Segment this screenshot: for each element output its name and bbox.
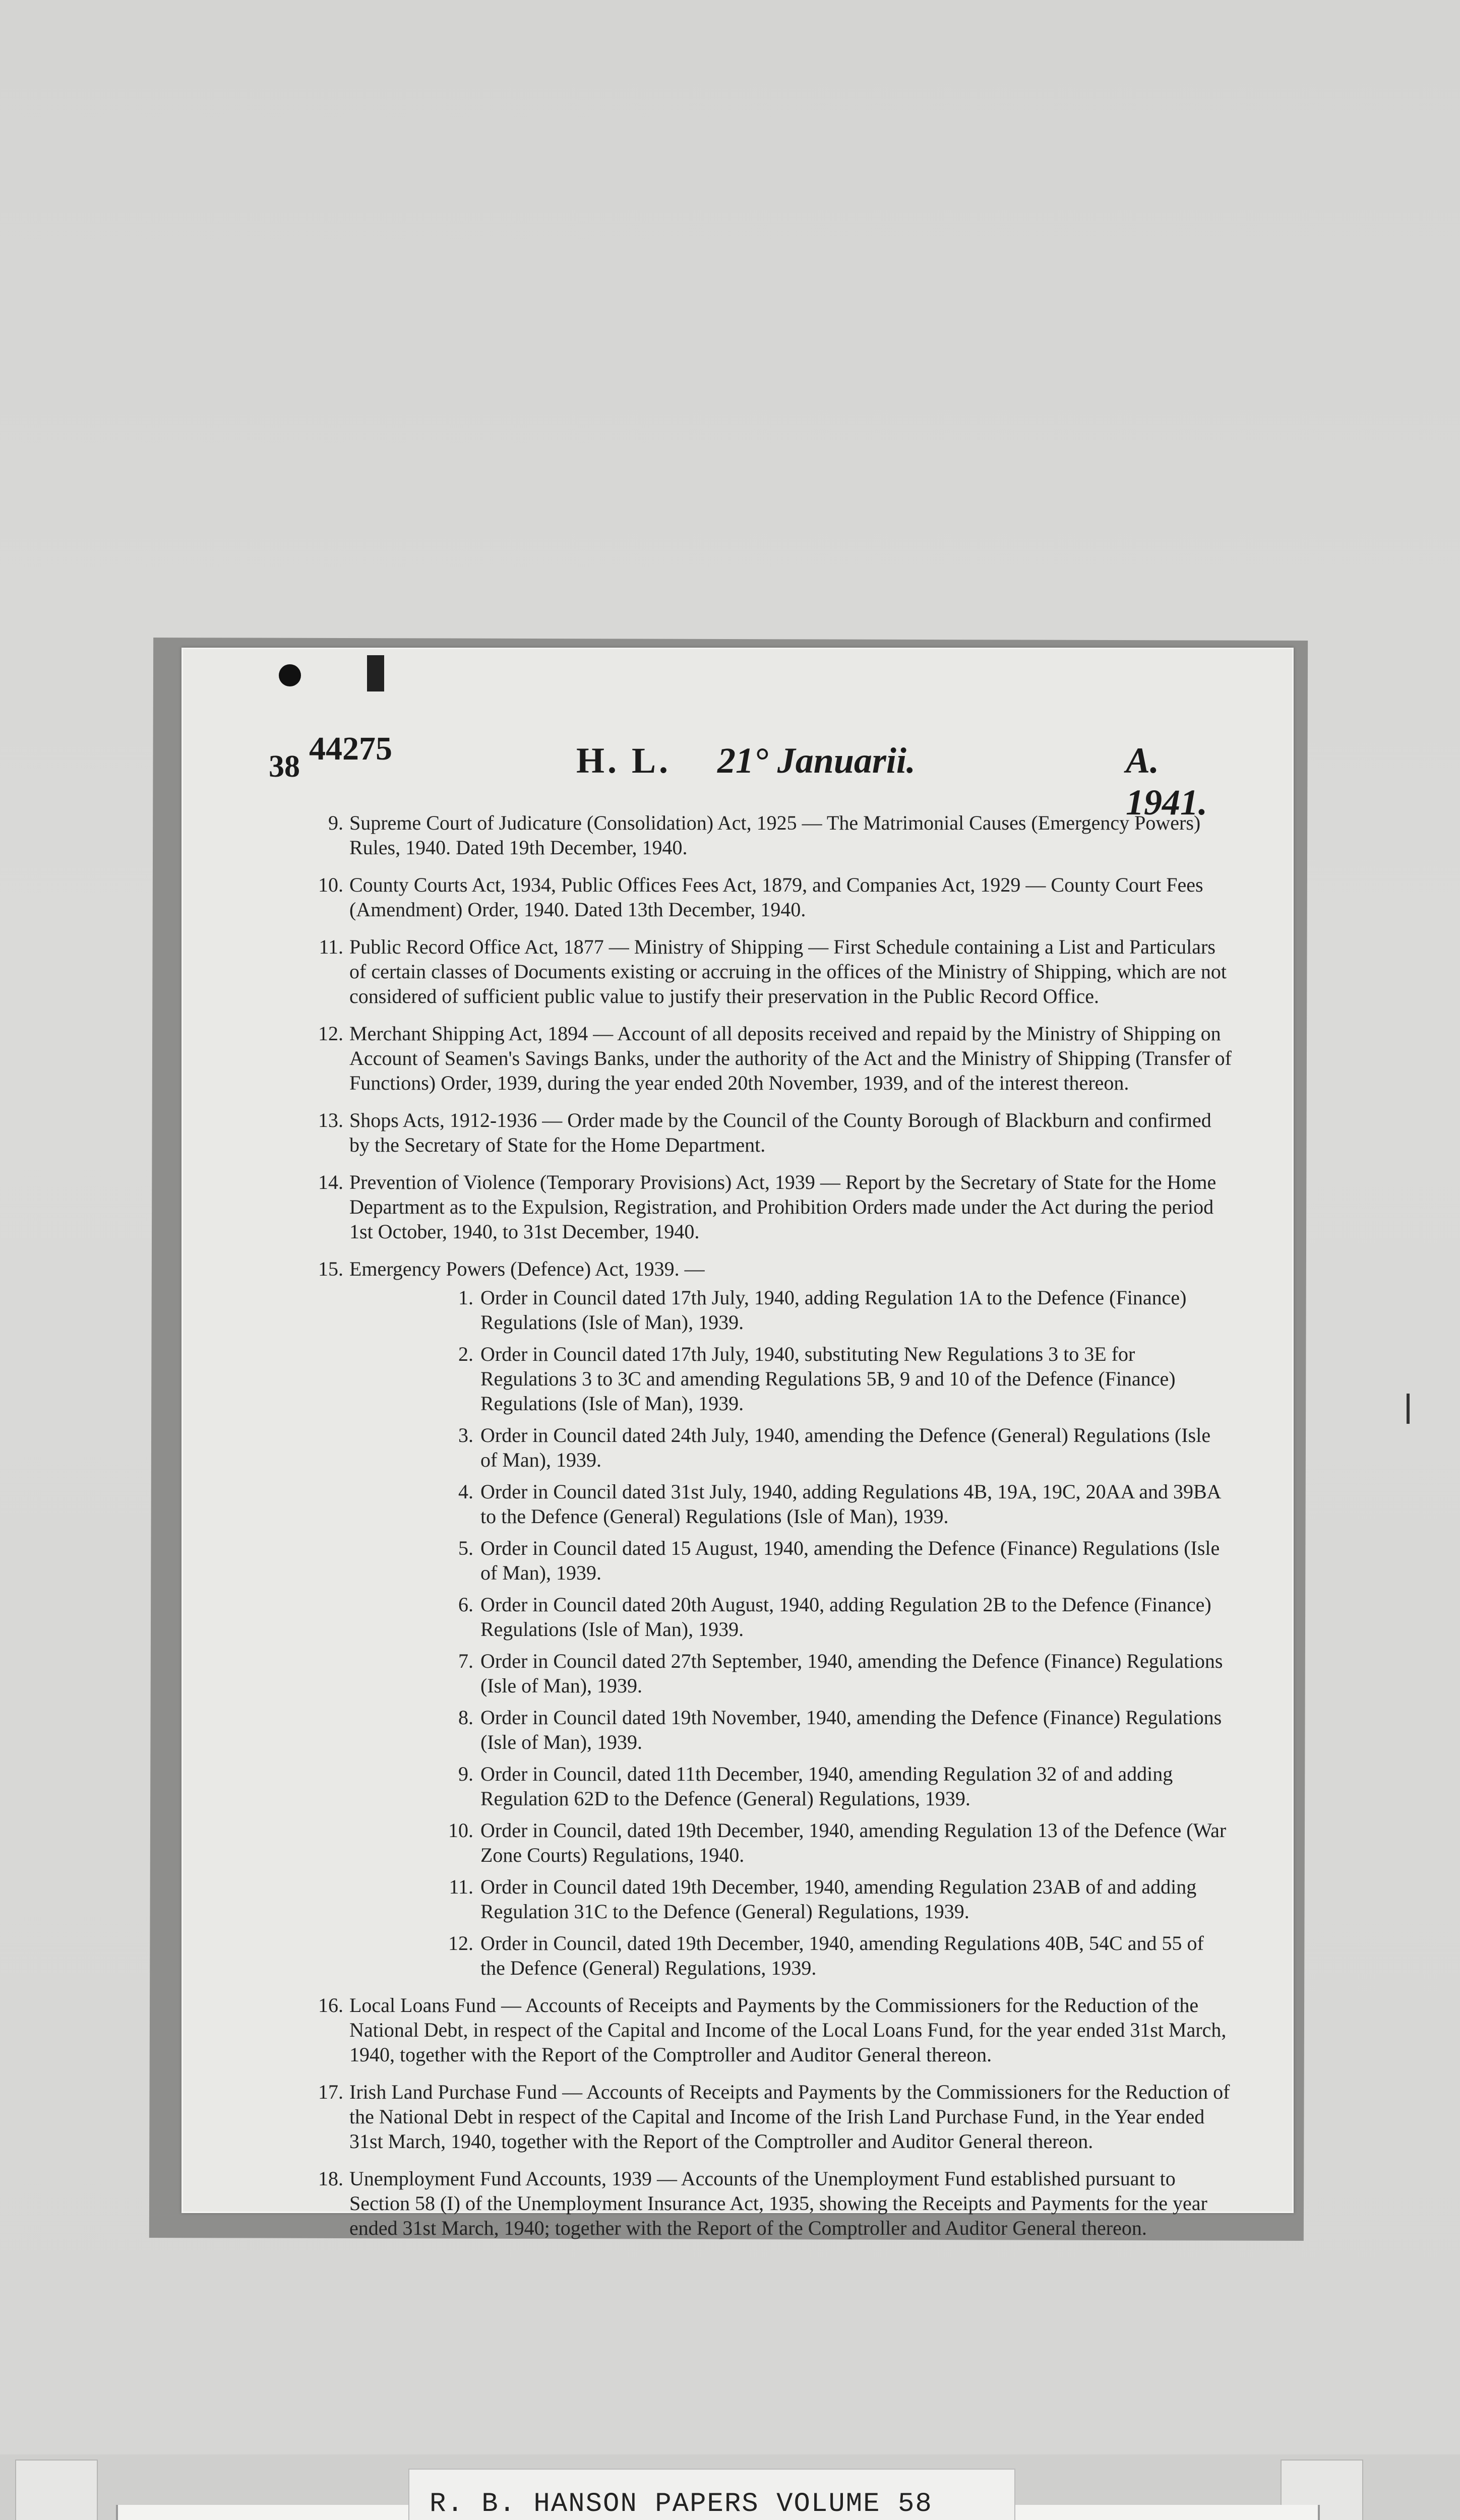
sub-item-text: Order in Council dated 31st July, 1940, adding Regulations 4B, 19A, 19C, 20AA and 39BA to the Defence (General) Regulations (Isle of Man), 1939. [480,1480,1221,1528]
sub-item-text: Order in Council dated 27th September, 1940, amending the Defence (Finance) Regulations (Isle of Man), 1939. [480,1650,1223,1697]
collection-label: R. B. HANSON PAPERS VOLUME 58 [430,2489,933,2519]
sub-item-number: 1. [458,1286,473,1309]
year-label: A. 1941. [1126,740,1207,823]
list-item [274,810,1232,860]
sub-item-number: 7. [458,1650,473,1672]
item-number: 14. [318,1171,343,1193]
sub-list-item [349,1705,1232,1754]
list-item [274,2166,1232,2240]
item-number: 11. [319,935,343,958]
list-item [274,1108,1232,1157]
item-number: 17. [318,2081,343,2103]
date-label: 21° Januarii. [717,740,916,781]
folio-number: 44275 [309,730,392,767]
sub-list-item [349,1761,1232,1811]
list-item [274,1021,1232,1095]
sub-list-item [349,1285,1232,1335]
sub-item-text: Order in Council, dated 11th December, 1940, amending Regulation 32 of and adding Regulation 62D to the Defence (General) Regulations, 1939. [480,1762,1173,1810]
item-number: 10. [318,873,343,896]
house-label: H. L. [576,740,672,781]
sub-item-text: Order in Council dated 17th July, 1940, substituting New Regulations 3 to 3E for Regulations 3 to 3C and amending Regulations 5B, 9 and 10 of the Defence (Finance) Regulations (Isle of Man), 1939. [480,1343,1176,1415]
left-tape-strip [15,2460,98,2520]
sub-item-number: 10. [448,1819,473,1842]
document-page [181,648,1294,2239]
list-item [274,2080,1232,2154]
sub-item-text: Order in Council dated 17th July, 1940, adding Regulation 1A to the Defence (Finance) Regulations (Isle of Man), 1939. [480,1286,1187,1334]
item-text: Merchant Shipping Act, 1894 — Account of all deposits received and repaid by the Ministry of Shipping on Account of Seamen's Savings Banks, under the authority of the Act and the Ministry of Shipping (Transfer of Functions) Order, 1939, during the year ended 20th November, 1939, and of the interest thereon. [349,1022,1232,1094]
sub-list-item [349,1649,1232,1698]
item-number: 13. [318,1109,343,1131]
clip-mark [367,655,384,691]
collection-label-strip [408,2469,1015,2520]
sub-list-item [349,1874,1232,1924]
sub-item-text: Order in Council dated 19th November, 1940, amending the Defence (Finance) Regulations (Isle of Man), 1939. [480,1706,1222,1753]
sub-item-number: 9. [458,1762,473,1785]
margin-mark [1407,1394,1410,1424]
item-text: Emergency Powers (Defence) Act, 1939. — [349,1257,705,1280]
sub-list-item [349,1423,1232,1472]
sub-item-number: 4. [458,1480,473,1503]
list-item [274,934,1232,1009]
pin-hole-mark [279,664,301,686]
sub-list-item [349,1342,1232,1416]
item-text: Local Loans Fund — Accounts of Receipts and Payments by the Commissioners for the Reduction of the National Debt, in respect of the Capital and Income of the Local Loans Fund, for the year ended 31st March, 1940, together with the Report of the Comptroller and Auditor General thereon. [349,1994,1227,2066]
item-number: 18. [318,2167,343,2190]
item-text: Irish Land Purchase Fund — Accounts of Receipts and Payments by the Commissioners for the Reduction of the National Debt in respect of the Capital and Income of the Irish Land Purchase Fund, in the Year ended 31st March, 1940, together with the Report of the Comptroller and Auditor General thereon. [349,2081,1230,2153]
sub-item-number: 2. [458,1343,473,1365]
sub-item-text: Order in Council dated 15 August, 1940, amending the Defence (Finance) Regulations (Isle of Man), 1939. [480,1537,1220,1584]
folio-number-small: 38 [269,749,300,784]
item-text: Prevention of Violence (Temporary Provisions) Act, 1939 — Report by the Secretary of State for the Home Department as to the Expulsion, Registration, and Prohibition Orders made under the Act during the period 1st October, 1940, to 31st December, 1940. [349,1171,1216,1243]
sub-list-item [349,1818,1232,1867]
sub-list-item [349,1931,1232,1980]
sub-list-item [349,1479,1232,1529]
item-text: Shops Acts, 1912-1936 — Order made by the Council of the County Borough of Blackburn and confirmed by the Secretary of State for the Home Department. [349,1109,1211,1156]
sub-item-text: Order in Council dated 24th July, 1940, amending the Defence (General) Regulations (Isle of Man), 1939. [480,1424,1211,1471]
sub-item-text: Order in Council dated 19th December, 1940, amending Regulation 23AB of and adding Regulation 31C to the Defence (General) Regulations, 1939. [480,1875,1197,1923]
sub-item-number: 11. [449,1875,473,1898]
item-number: 15. [318,1257,343,1280]
list-item [274,1256,1232,1980]
sub-item-number: 6. [458,1593,473,1616]
item-number: 16. [318,1994,343,2017]
item-number: 12. [318,1022,343,1045]
list-item [274,1993,1232,2067]
item-text: County Courts Act, 1934, Public Offices Fees Act, 1879, and Companies Act, 1929 — County Court Fees (Amendment) Order, 1940. Dated 13th December, 1940. [349,873,1203,921]
item-text: Unemployment Fund Accounts, 1939 — Accounts of the Unemployment Fund established pursuant to Section 58 (I) of the Unemployment Insurance Act, 1935, showing the Receipts and Payments for the year ended 31st March, 1940; together with the Report of the Comptroller and Auditor General thereon. [349,2167,1207,2239]
sub-item-text: Order in Council, dated 19th December, 1940, amending Regulations 40B, 54C and 55 of the Defence (General) Regulations, 1939. [480,1932,1204,1979]
sub-list-item [349,1536,1232,1585]
sub-item-number: 12. [448,1932,473,1955]
sub-item-number: 3. [458,1424,473,1446]
sub-item-number: 5. [458,1537,473,1559]
item-text: Supreme Court of Judicature (Consolidation) Act, 1925 — The Matrimonial Causes (Emergency Powers) Rules, 1940. Dated 19th December, 1940. [349,811,1201,859]
sub-item-text: Order in Council, dated 19th December, 1940, amending Regulation 13 of the Defence (War Zone Courts) Regulations, 1940. [480,1819,1227,1866]
sub-item-number: 8. [458,1706,473,1729]
item-text: Public Record Office Act, 1877 — Ministry of Shipping — First Schedule containing a List and Particulars of certain classes of Documents existing or accruing in the offices of the Ministry of Shipping, which are not considered of sufficient public value to justify their preservation in the Public Record Office. [349,935,1227,1007]
sub-list [349,1285,1232,1980]
list-item [274,1170,1232,1244]
item-number: 9. [328,811,343,834]
list-item [274,872,1232,922]
papers-list [274,810,1232,2253]
document-header [269,730,1227,823]
sub-item-text: Order in Council dated 20th August, 1940, adding Regulation 2B to the Defence (Finance) Regulations (Isle of Man), 1939. [480,1593,1211,1641]
sub-list-item [349,1592,1232,1642]
